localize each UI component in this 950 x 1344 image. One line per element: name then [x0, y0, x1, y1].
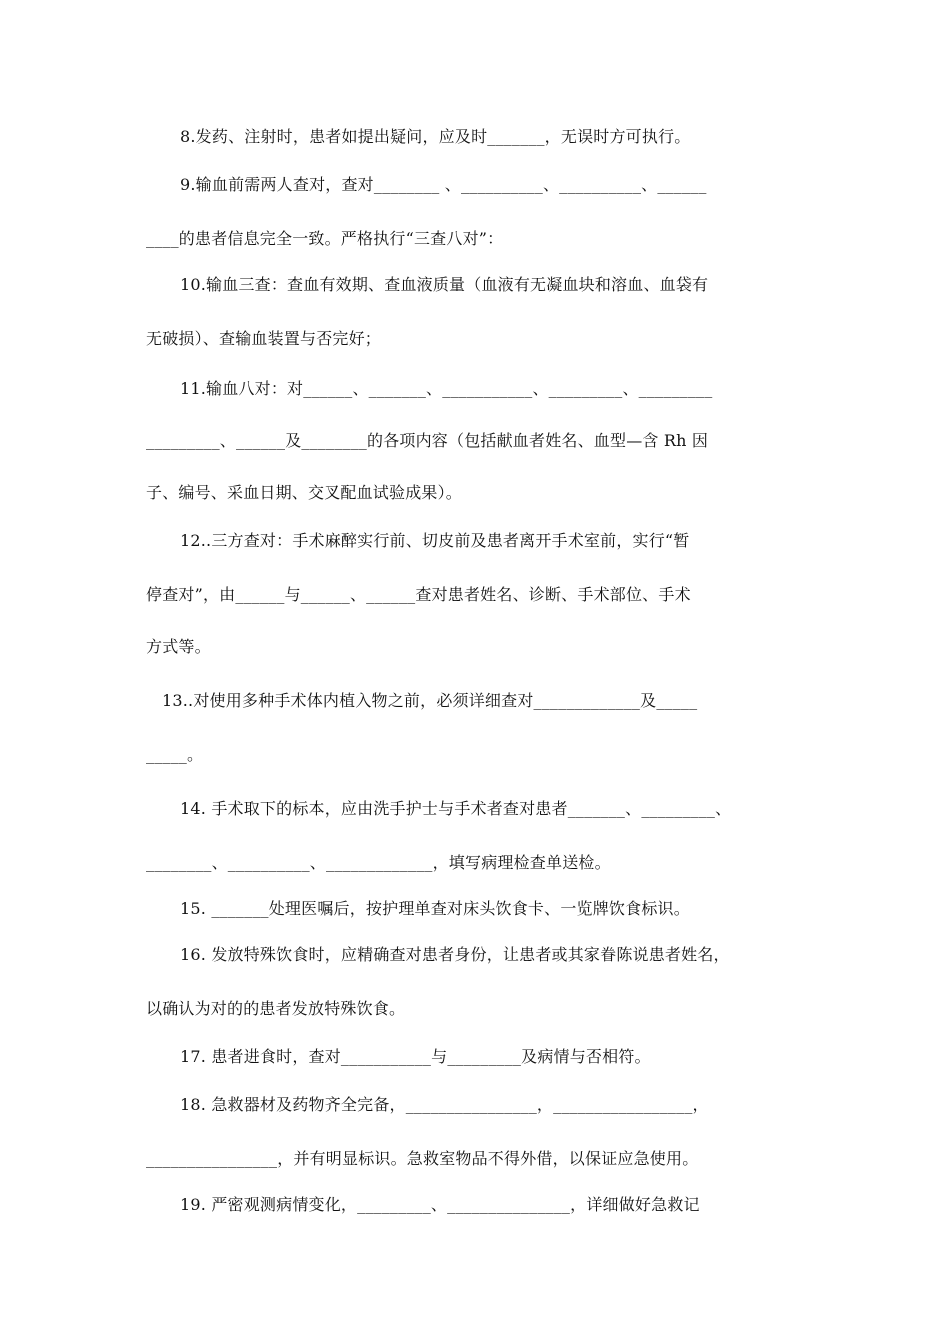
item-9-line-2: ____的患者信息完全一致。严格执行“三查八对”： [146, 229, 504, 248]
item-12-line-2: 停查对”，由______与______、______查对患者姓名、诊断、手术部位、手术 [146, 585, 691, 604]
item-16-line-2: 以确认为对的的患者发放特殊饮食。 [146, 999, 406, 1018]
item-17-line: 17. 患者进食时，查对___________与_________及病情与否相符。 [180, 1047, 651, 1066]
item-19-line-1: 19. 严密观测病情变化，_________、_______________，详细做好急救记 [180, 1195, 700, 1214]
item-15-line: 15. _______处理医嘱后，按护理单查对床头饮食卡、一览牌饮食标识。 [180, 899, 690, 918]
item-16-line-1: 16. 发放特殊饮食时，应精确查对患者身份，让患者或其家眷陈说患者姓名， [180, 945, 730, 964]
item-13-line-1: 13..对使用多种手术体内植入物之前，必须详细查对_____________及_____ [162, 691, 698, 710]
item-12-line-3: 方式等。 [146, 637, 211, 656]
item-10-line-2: 无破损）、查输血装置与否完好； [146, 329, 382, 348]
item-12-line-1: 12..三方查对：手术麻醉实行前、切皮前及患者离开手术室前，实行“暂 [180, 531, 690, 550]
item-14-line-1: 14. 手术取下的标本，应由洗手护士与手术者查对患者_______、_________、 [180, 799, 732, 818]
item-9-line-1: 9.输血前需两人查对，查对________ 、__________、__________、______ [180, 175, 707, 194]
item-11-line-3: 子、编号、采血日期、交叉配血试验成果）。 [146, 483, 463, 502]
item-10-line-1: 10.输血三查：查血有效期、查血液质量（血液有无凝血块和溶血、血袋有 [180, 275, 709, 294]
item-14-line-2: ________、__________、_____________，填写病理检查单送检。 [146, 853, 611, 872]
item-11-line-1: 11.输血八对：对______、_______、___________、_________、_________ [180, 379, 713, 398]
item-11-line-2: _________、______及________的各项内容（包括献血者姓名、血型—含 Rh 因 [146, 431, 709, 450]
item-13-line-2: _____。 [146, 745, 204, 764]
item-18-line-2: ________________，并有明显标识。急救室物品不得外借，以保证应急使用。 [146, 1149, 699, 1168]
item-8-line: 8.发药、注射时，患者如提出疑问，应及时_______，无误时方可执行。 [180, 127, 691, 146]
item-18-line-1: 18. 急救器材及药物齐全完备，________________，_________________， [180, 1095, 709, 1114]
